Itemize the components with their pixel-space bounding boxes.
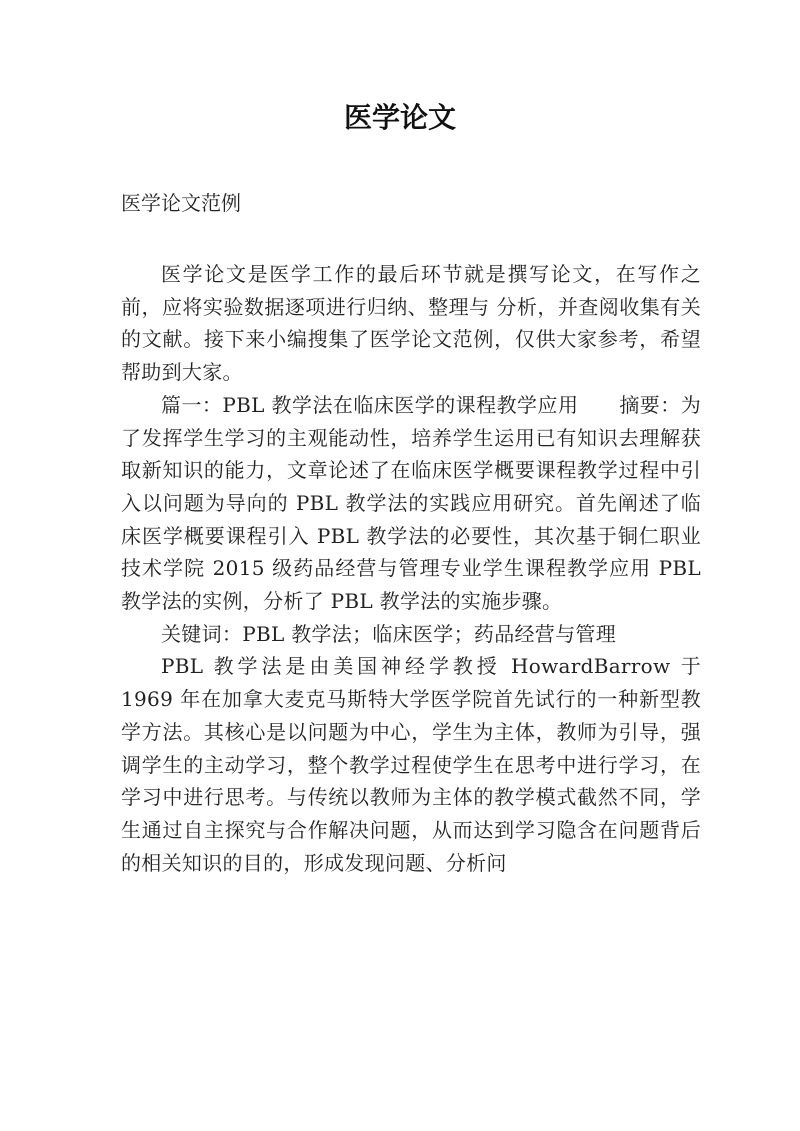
- paragraph-abstract: 篇一：PBL 教学法在临床医学的课程教学应用 摘要：为了发挥学生学习的主观能动性，培养学生运用已有知识去理解获取新知识的能力，文章论述了在临床医学概要课程教学过程中引入以问题为导向的 PBL 教学法的实践应用研究。首先阐述了临床医学概要课程引入 PBL 教学法的必要性，其次基于铜仁职业技术学院 2015 级药品经营与管理专业学生课程教学应用 PBL 教学法的实例，分析了 PBL 教学法的实施步骤。: [121, 392, 701, 614]
- document-body: [121, 258, 701, 879]
- page-title: 医学论文: [343, 101, 456, 134]
- document-subtitle: 医学论文范例: [121, 191, 241, 215]
- paragraph-pbl-definition: PBL 教学法是由美国神经学教授 HowardBarrow 于 1969 年在加拿大麦克马斯特大学医学院首先试行的一种新型教学方法。其核心是以问题为中心，学生为主体，教师为引导，强调学生的主动学习，整个教学过程使学生在思考中进行学习，在学习中进行思考。与传统以教师为主体的教学模式截然不同，学生通过自主探究与合作解决问题，从而达到学习隐含在问题背后的相关知识的目的，形成发现问题、分析问: [121, 654, 701, 875]
- paragraph-keywords: 关键词：PBL 教学法；临床医学；药品经营与管理: [161, 621, 616, 646]
- paragraph-intro: 医学论文是医学工作的最后环节就是撰写论文，在写作之前，应将实验数据逐项进行归纳、整理与 分析，并查阅收集有关的文献。接下来小编搜集了医学论文范例，仅供大家参考，希望帮助到大家。: [121, 262, 701, 385]
